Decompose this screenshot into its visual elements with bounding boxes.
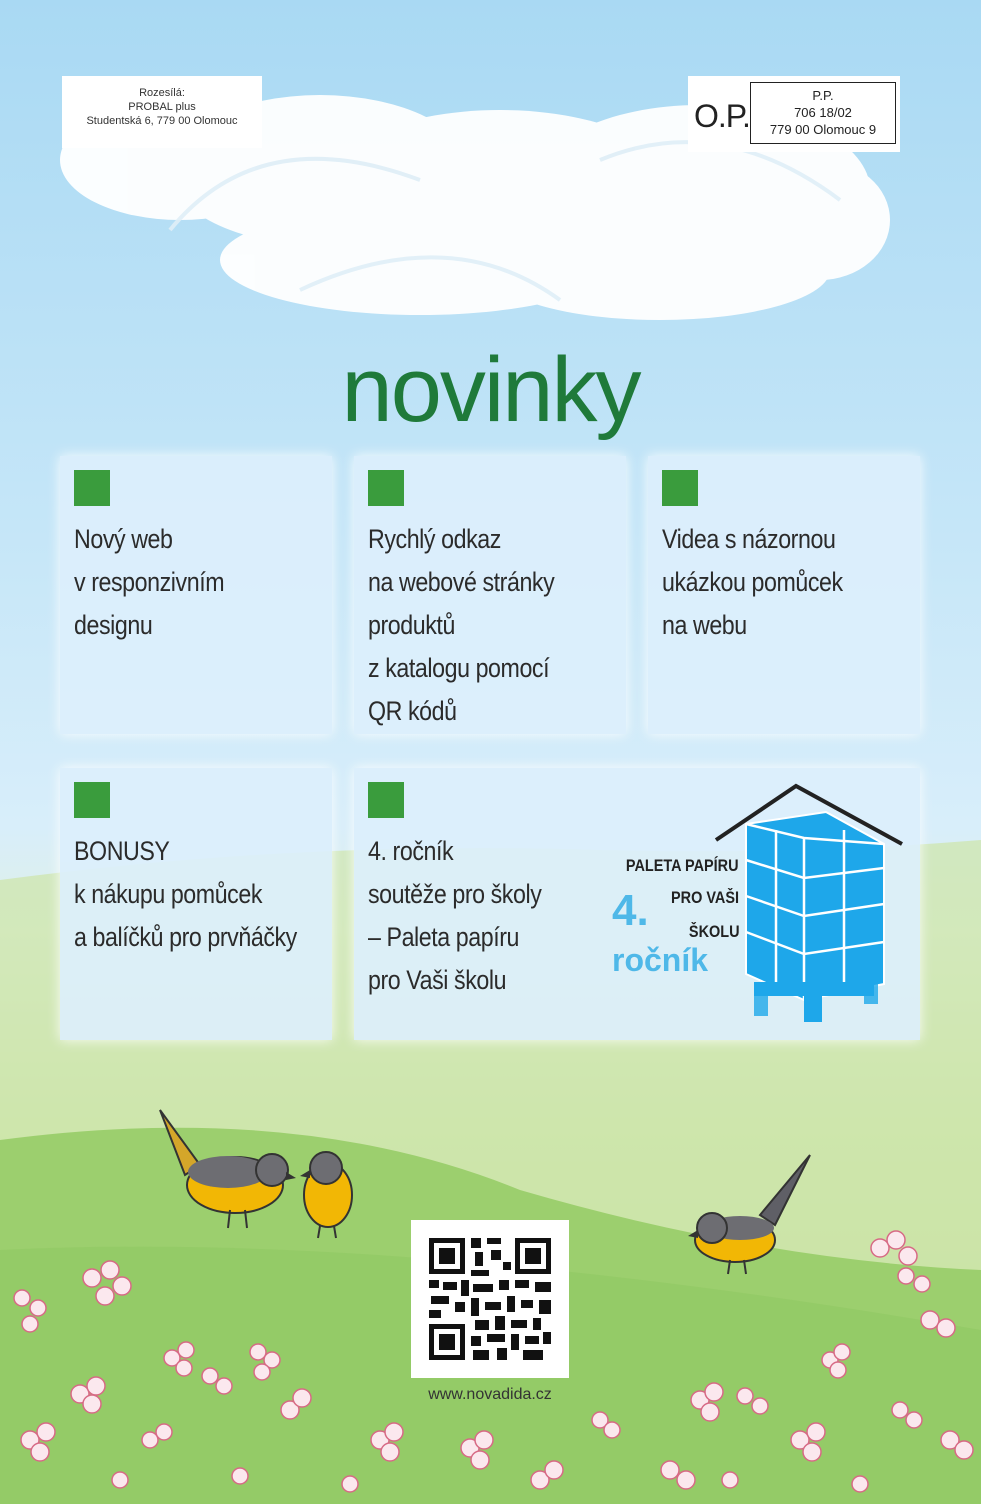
card-line: soutěže pro školy xyxy=(368,879,542,909)
card-line: – Paleta papíru xyxy=(368,922,520,952)
website-url[interactable]: www.novadida.cz xyxy=(428,1386,552,1403)
pallet-house-icon xyxy=(604,774,914,1036)
postage-line: 779 00 Olomouc 9 xyxy=(769,122,877,137)
card-line: v responzivním xyxy=(74,567,225,597)
card-text xyxy=(74,830,349,959)
green-square-bullet xyxy=(368,470,404,506)
news-card-qr-links xyxy=(354,456,626,734)
card-line: k nákupu pomůcek xyxy=(74,879,263,909)
card-line: na webu xyxy=(662,610,747,640)
news-card-new-web xyxy=(60,456,332,734)
card-text xyxy=(74,518,349,647)
card-text xyxy=(368,518,643,733)
paleta-papiru-logo xyxy=(604,774,914,1036)
postage-op: O.P. xyxy=(694,98,750,134)
paleta-line-1: PALETA PAPÍRU xyxy=(626,856,739,875)
card-line: QR kódů xyxy=(368,696,457,726)
page-title: novinky xyxy=(341,339,640,441)
card-line: z katalogu pomocí xyxy=(368,653,550,683)
card-line: pro Vaši školu xyxy=(368,965,507,995)
paleta-line-3: ŠKOLU xyxy=(688,922,739,941)
card-line: na webové stránky xyxy=(368,567,555,597)
paleta-rocnik: ročník xyxy=(612,942,709,978)
card-line: BONUSY xyxy=(74,836,170,866)
qr-code-graphic xyxy=(411,1220,569,1378)
green-square-bullet xyxy=(368,782,404,818)
news-card-contest xyxy=(354,768,920,1040)
sender-line: PROBAL plus xyxy=(128,101,196,113)
card-text xyxy=(368,830,643,1002)
sender-line: Studentská 6, 779 00 Olomouc xyxy=(86,115,238,127)
card-line: Nový web xyxy=(74,524,173,554)
postage-box xyxy=(750,82,896,144)
green-square-bullet xyxy=(74,782,110,818)
card-line: ukázkou pomůcek xyxy=(662,567,843,597)
card-line: Videa s názornou xyxy=(662,524,836,554)
card-text xyxy=(662,518,937,647)
green-square-bullet xyxy=(662,470,698,506)
postage-line: 706 18/02 xyxy=(794,105,852,120)
green-square-bullet xyxy=(74,470,110,506)
card-line: designu xyxy=(74,610,153,640)
card-line: produktů xyxy=(368,610,455,640)
news-card-videos xyxy=(648,456,920,734)
paleta-line-2: PRO VAŠI xyxy=(671,888,739,907)
qr-code[interactable] xyxy=(411,1220,569,1378)
card-line: 4. ročník xyxy=(368,836,454,866)
sender-line: Rozesílá: xyxy=(139,87,185,99)
news-card-bonuses xyxy=(60,768,332,1040)
card-line: a balíčků pro prvňáčky xyxy=(74,922,297,952)
postage-line: P.P. xyxy=(812,88,834,103)
sender-label xyxy=(62,76,262,148)
card-line: Rychlý odkaz xyxy=(368,524,501,554)
postage-mark xyxy=(688,76,900,152)
paleta-number: 4. xyxy=(612,886,649,935)
